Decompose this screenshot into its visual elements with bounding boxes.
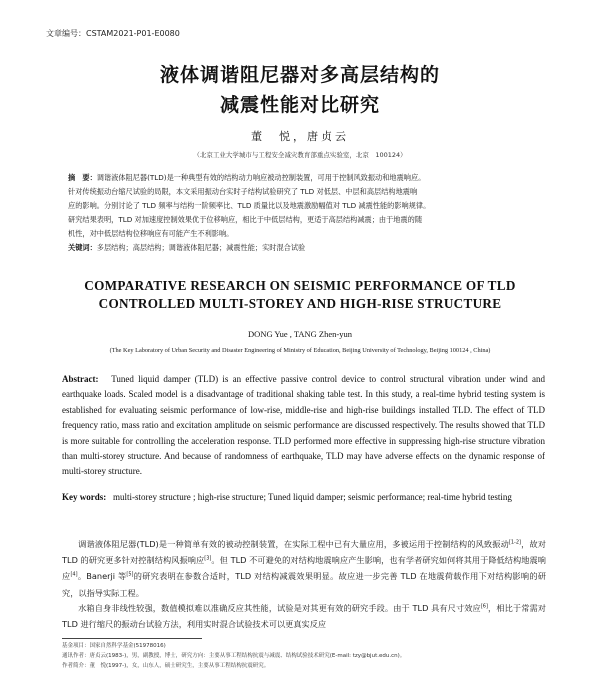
english-title-line2: CONTROLLED MULTI-STOREY AND HIGH-RISE STRUCTURE (98, 296, 502, 311)
chinese-authors: 董 悦，唐贞云 (251, 130, 349, 143)
chinese-abstract-line: 摘 要：调谐液体阻尼器(TLD)是一种典型有效的结构动力响应被动控制装置，可用于控制风致振动和地震响应。 (68, 173, 426, 182)
english-keywords-text: multi-storey structure ; high-rise structure; Tuned liquid damper; seismic performance; real-time hybrid testing (113, 492, 512, 502)
body-paragraph-1: 调谐液体阻尼器(TLD)是一种简单有效的被动控制装置，在实际工程中已有大量应用，多被运用于控制结构的风致振动[1-2]，故对 TLD 的研究更多针对控制结构风振响应[3]。但 TLD 不可避免的对结构地震响应产生影响，也有学者研究如何将其用于降低结构地震响应[4]。Banerji 等[5]的研究表明在参数合适时，TLD 对结构减震效果明显。故应进一步完善 TLD 在地震荷载作用下对结构影响的研究，以指导实际工程。 (62, 539, 546, 598)
footnote-author-bio: 作者简介：董 悦(1997-)，女，山东人，硕士研究生，主要从事工程结构抗震研究。 (62, 663, 270, 669)
english-keywords-label: Key words: (62, 492, 107, 502)
citation: [3] (204, 555, 212, 562)
chinese-abstract-line: 研究结果表明，TLD 对加速度控制效果优于位移响应，相比于中低层结构，更适于高层结构减震；由于地震的随 (68, 215, 423, 224)
footnote-funding: 基金项目：国家自然科学基金(51978016) (62, 643, 166, 649)
article-number: 文章编号：CSTAM2021-P01-E0080 (46, 29, 180, 38)
english-abstract-text: Tuned liquid damper (TLD) is an effective passive control device to control structural vibration under wind and earthquake loads. Scaled model is a disadvantage of traditional shaking table test. In this study, a real-time hybrid testing system is established for evaluating seismic performance of low-rise, middle-rise and high-rise buildings installed TLD. The effect of TLD frequency ratio, mass ratio and excitation amplitude on seismic performance are discussed respectively. The results showed that TLD is more suitable for controlling the acceleration response. TLD performed more effective in suppressing high-rise structure vibration than multi-storey structure. And because of randomness of earthquake, TLD may have adverse effects on the dynamic response of multi-storey structure. (62, 374, 545, 477)
chinese-abstract (68, 171, 546, 255)
chinese-keywords: 关键词：多层结构；高层结构；调谐液体阻尼器；减震性能；实时混合试验 (68, 243, 306, 252)
chinese-abstract-line: 针对传统振动台缩尺试验的局限，本文采用振动台实时子结构试验研究了 TLD 对低层、中层和高层结构地震响 (68, 187, 418, 196)
chinese-title-line1: 液体调谐阻尼器对多高层结构的 (159, 64, 440, 86)
chinese-title-line2: 减震性能对比研究 (219, 94, 380, 116)
english-abstract-label: Abstract: (62, 374, 99, 384)
citation: [5] (126, 571, 134, 578)
citation: [6] (480, 603, 488, 610)
english-keywords (62, 490, 545, 504)
english-authors: DONG Yue , TANG Zhen-yun (248, 329, 352, 339)
chinese-affiliation: （北京工业大学城市与工程安全减灾教育部重点实验室，北京 100124） (193, 151, 407, 159)
citation: [4] (70, 571, 78, 578)
chinese-abstract-line: 机性，对中低层结构位移响应有可能产生不利影响。 (68, 229, 234, 238)
english-affiliation: (The Key Laboratory of Urban Security and Disaster Engineering of Ministry of Education, Beijing University of Technology, Beijing 100124 , China) (109, 347, 491, 354)
body-paragraph-2: 水箱自身非线性较强，数值模拟难以准确反应其性能，试验是对其更有效的研究手段。由于 TLD 具有尺寸效应[6]，相比于常需对 TLD 进行缩尺的振动台试验方法，利用实时混合试验技术可以更真实反应 (62, 603, 546, 630)
chinese-keywords-label: 关键词： (68, 243, 97, 252)
citation: [1-2] (508, 539, 521, 546)
footnote-corresponding-author: 通讯作者：唐贞云(1983-)，男，副教授，博士，研究方向：主要从事工程结构抗震与减震、结构试验技术研究(E-mail: tzy@bjut.edu.cn)。 (62, 653, 406, 659)
footnote-divider (62, 638, 202, 639)
chinese-abstract-line: 应的影响。分别讨论了 TLD 频率与结构一阶频率比、TLD 质量比以及地震激励幅值对 TLD 减震性能的影响规律。 (68, 201, 431, 210)
english-title-line1: COMPARATIVE RESEARCH ON SEISMIC PERFORMANCE OF TLD (84, 278, 516, 293)
english-abstract (62, 372, 545, 480)
chinese-abstract-label: 摘 要： (68, 173, 97, 182)
